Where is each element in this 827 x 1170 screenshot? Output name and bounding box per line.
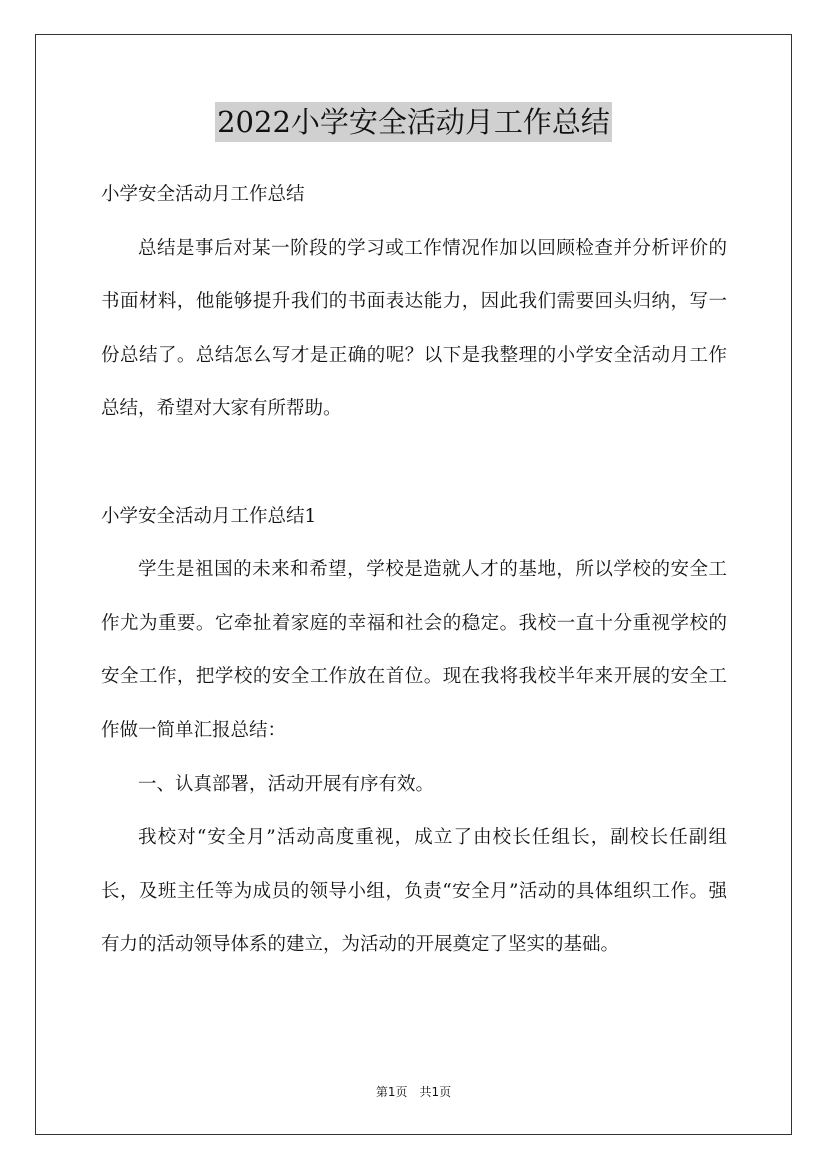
body-paragraph: 一、认真部署，活动开展有序有效。	[138, 773, 435, 795]
page-footer	[0, 1084, 827, 1100]
document-title: 2022小学安全活动月工作总结	[215, 102, 612, 142]
section-heading: 小学安全活动月工作总结1	[101, 505, 317, 527]
page-number-total: 共1页	[419, 1085, 452, 1099]
body-paragraph: 学生是祖国的未来和希望，学校是造就人才的基地，所以学校的安全工作尤为重要。它牵扯着家庭的幸福和社会的稳定。我校一直十分重视学校的安全工作，把学校的安全工作放在首位。现在我将我校半年来开展的安全工作做一简单汇报总结：	[101, 559, 727, 741]
page-number-current: 第1页	[375, 1085, 408, 1099]
document-subtitle: 小学安全活动月工作总结	[101, 184, 305, 205]
intro-paragraph: 总结是事后对某一阶段的学习或工作情况作加以回顾检查并分析评价的书面材料，他能够提升我们的书面表达能力，因此我们需要回头归纳，写一份总结了。总结怎么写才是正确的呢？以下是我整理的小学安全活动月工作总结，希望对大家有所帮助。	[101, 237, 727, 420]
body-paragraph: 我校对“安全月”活动高度重视，成立了由校长任组长，副校长任副组长，及班主任等为成员的领导小组，负责“安全月”活动的具体组织工作。强有力的活动领导体系的建立，为活动的开展奠定了坚实的基础。	[101, 827, 727, 956]
paragraph-spacer	[101, 436, 727, 490]
document-body	[101, 168, 727, 972]
title-container	[0, 102, 827, 142]
